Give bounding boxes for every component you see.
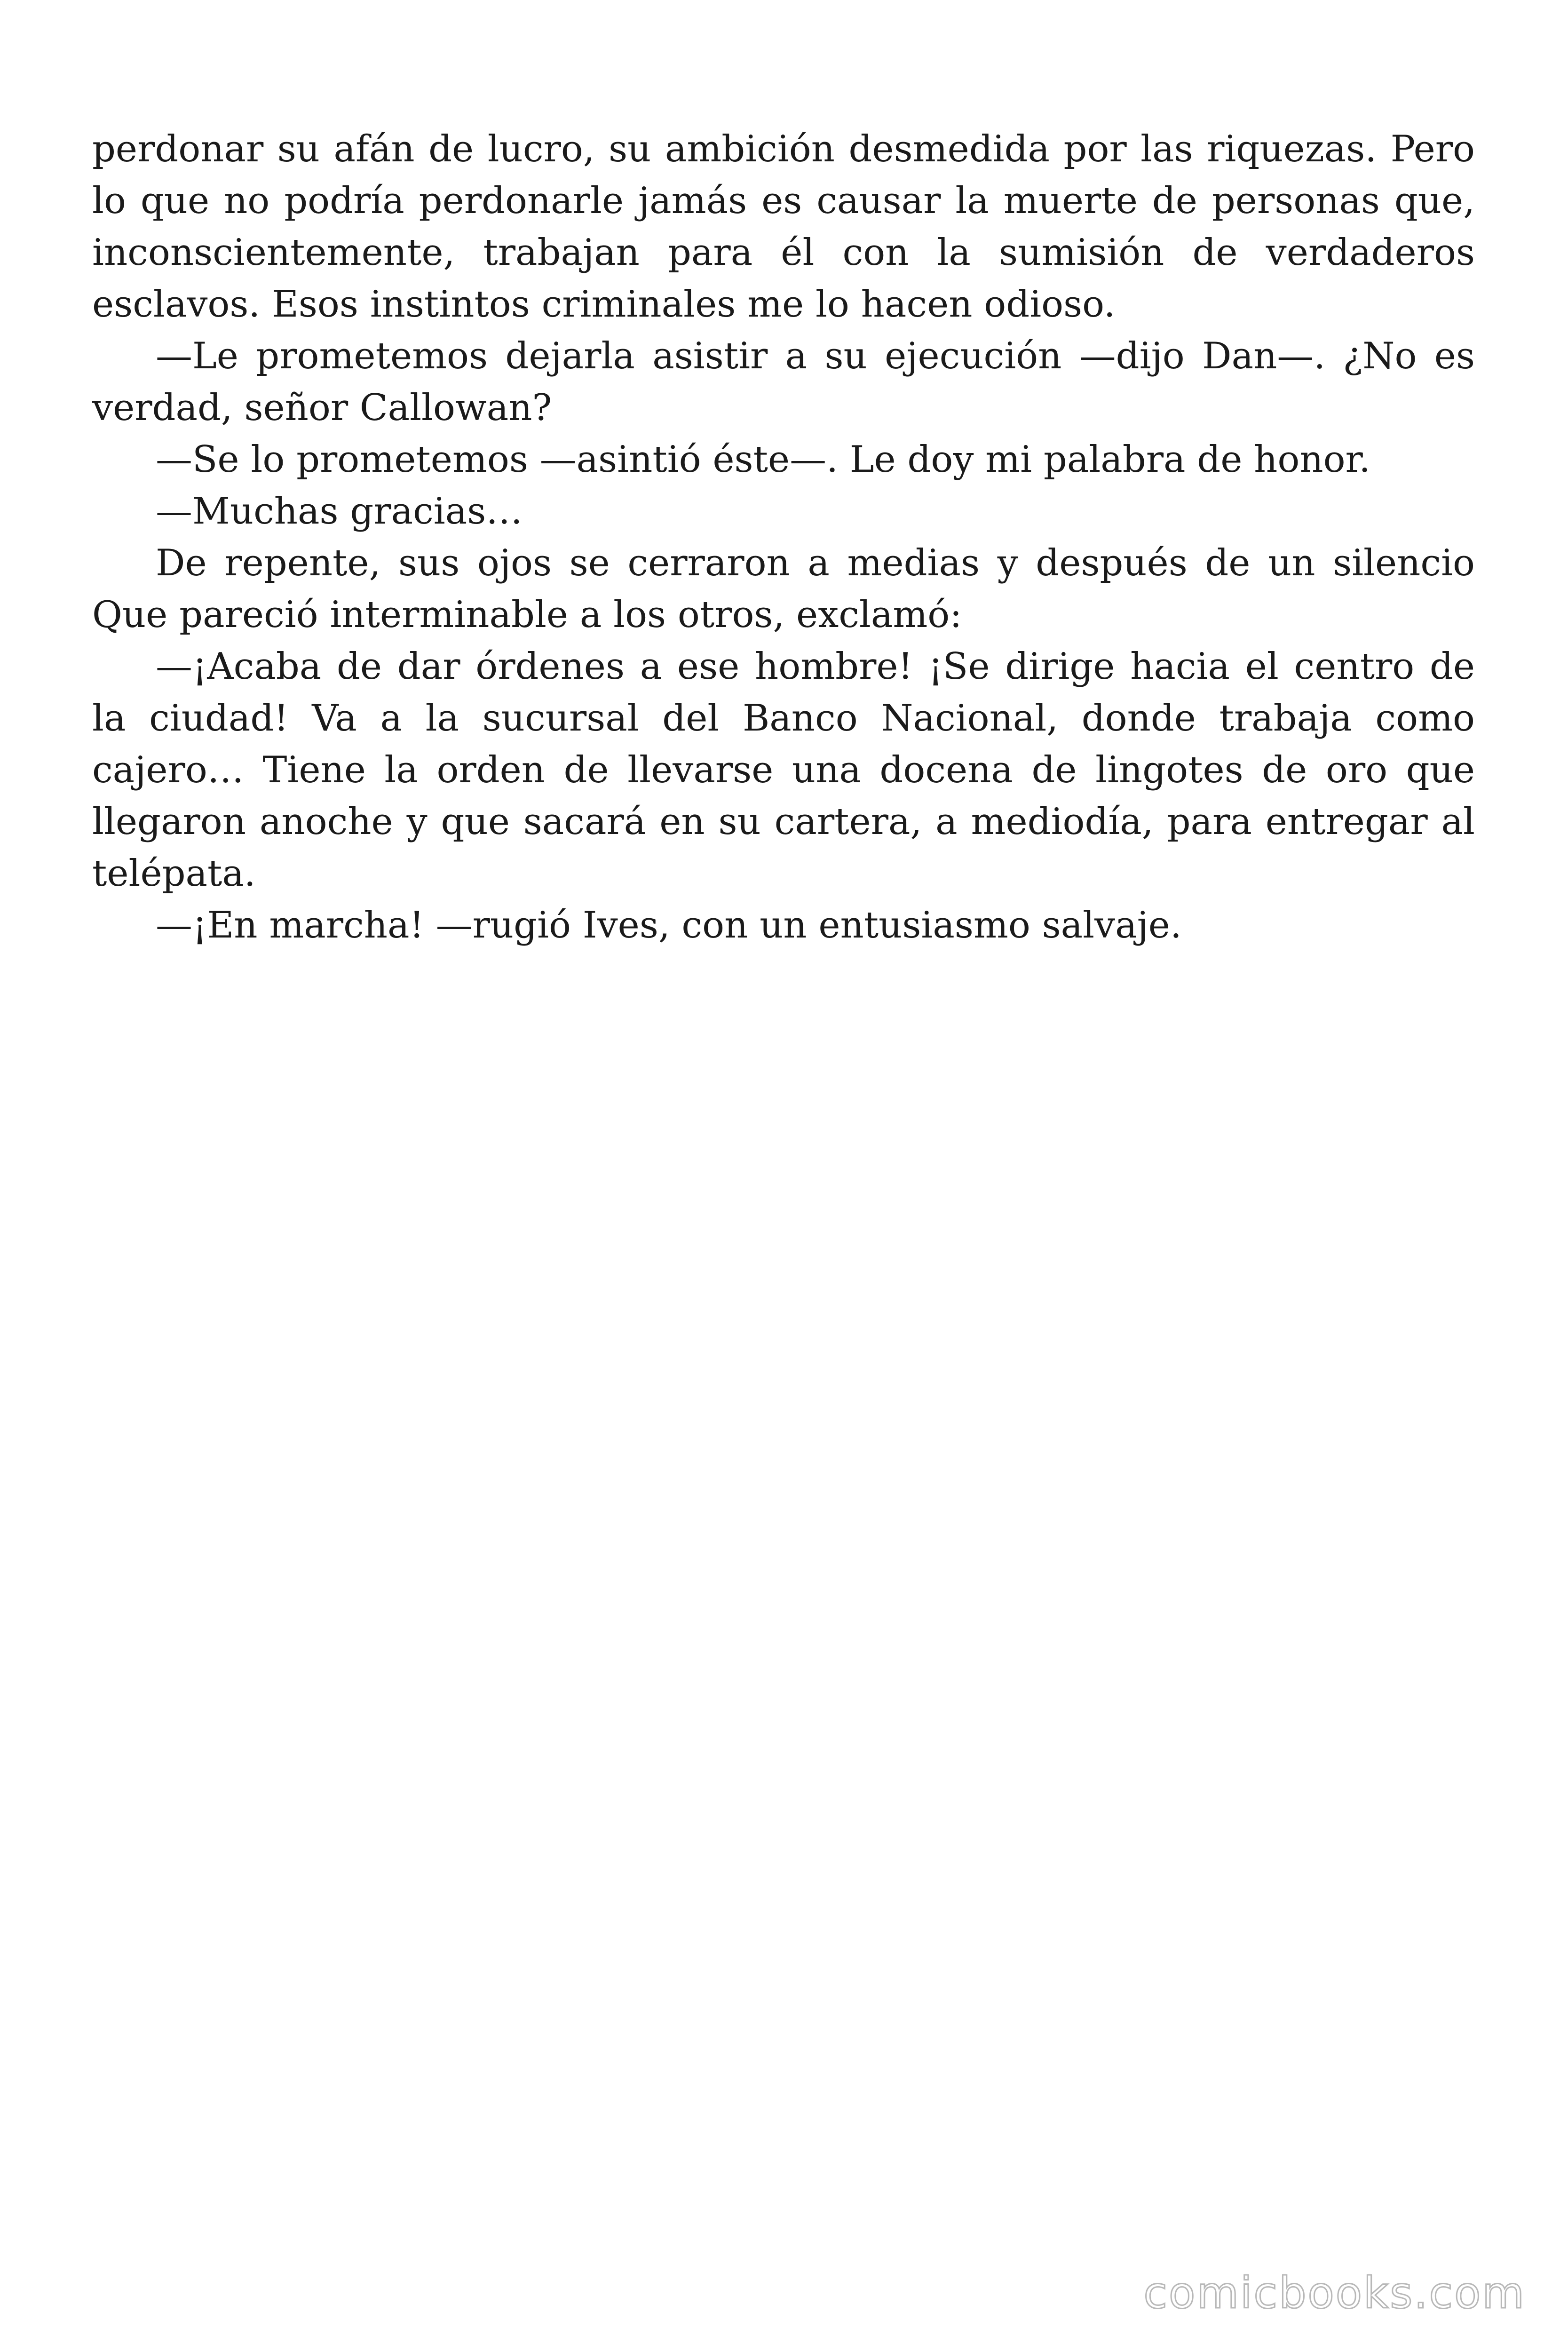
paragraph-dialogue: —¡En marcha! —rugió Ives, con un entusiasmo salvaje.	[156, 904, 1182, 946]
paragraph-continuation: perdonar su afán de lucro, su ambición desmedida por las riquezas. Pero lo que no podría perdonarle jamás es causar la muerte de personas que, inconscientemente, trabajan para él con la sumisión de verdaderos esclavos. Esos instintos criminales me lo hacen odioso.	[92, 128, 1475, 326]
paragraph-dialogue: —¡Acaba de dar órdenes a ese hombre! ¡Se dirige hacia el centro de la ciudad! Va a la sucursal del Banco Nacional, donde trabaja como cajero… Tiene la orden de llevarse una docena de lingotes de oro que llegaron anoche y que sacará en su cartera, a mediodía, para entregar al telépata.	[92, 645, 1475, 895]
paragraph-dialogue: —Le prometemos dejarla asistir a su ejecución —dijo Dan—. ¿No es verdad, señor Callowan?	[92, 335, 1475, 429]
paragraph-narration: De repente, sus ojos se cerraron a medias y después de un silencio Que pareció interminable a los otros, exclamó:	[92, 542, 1475, 636]
paragraph-dialogue: —Muchas gracias…	[156, 490, 523, 532]
watermark-logo: comicbooks.com	[1143, 2268, 1526, 2318]
paragraph-dialogue: —Se lo prometemos —asintió éste—. Le doy mi palabra de honor.	[156, 438, 1371, 481]
book-page-text	[92, 123, 1475, 951]
